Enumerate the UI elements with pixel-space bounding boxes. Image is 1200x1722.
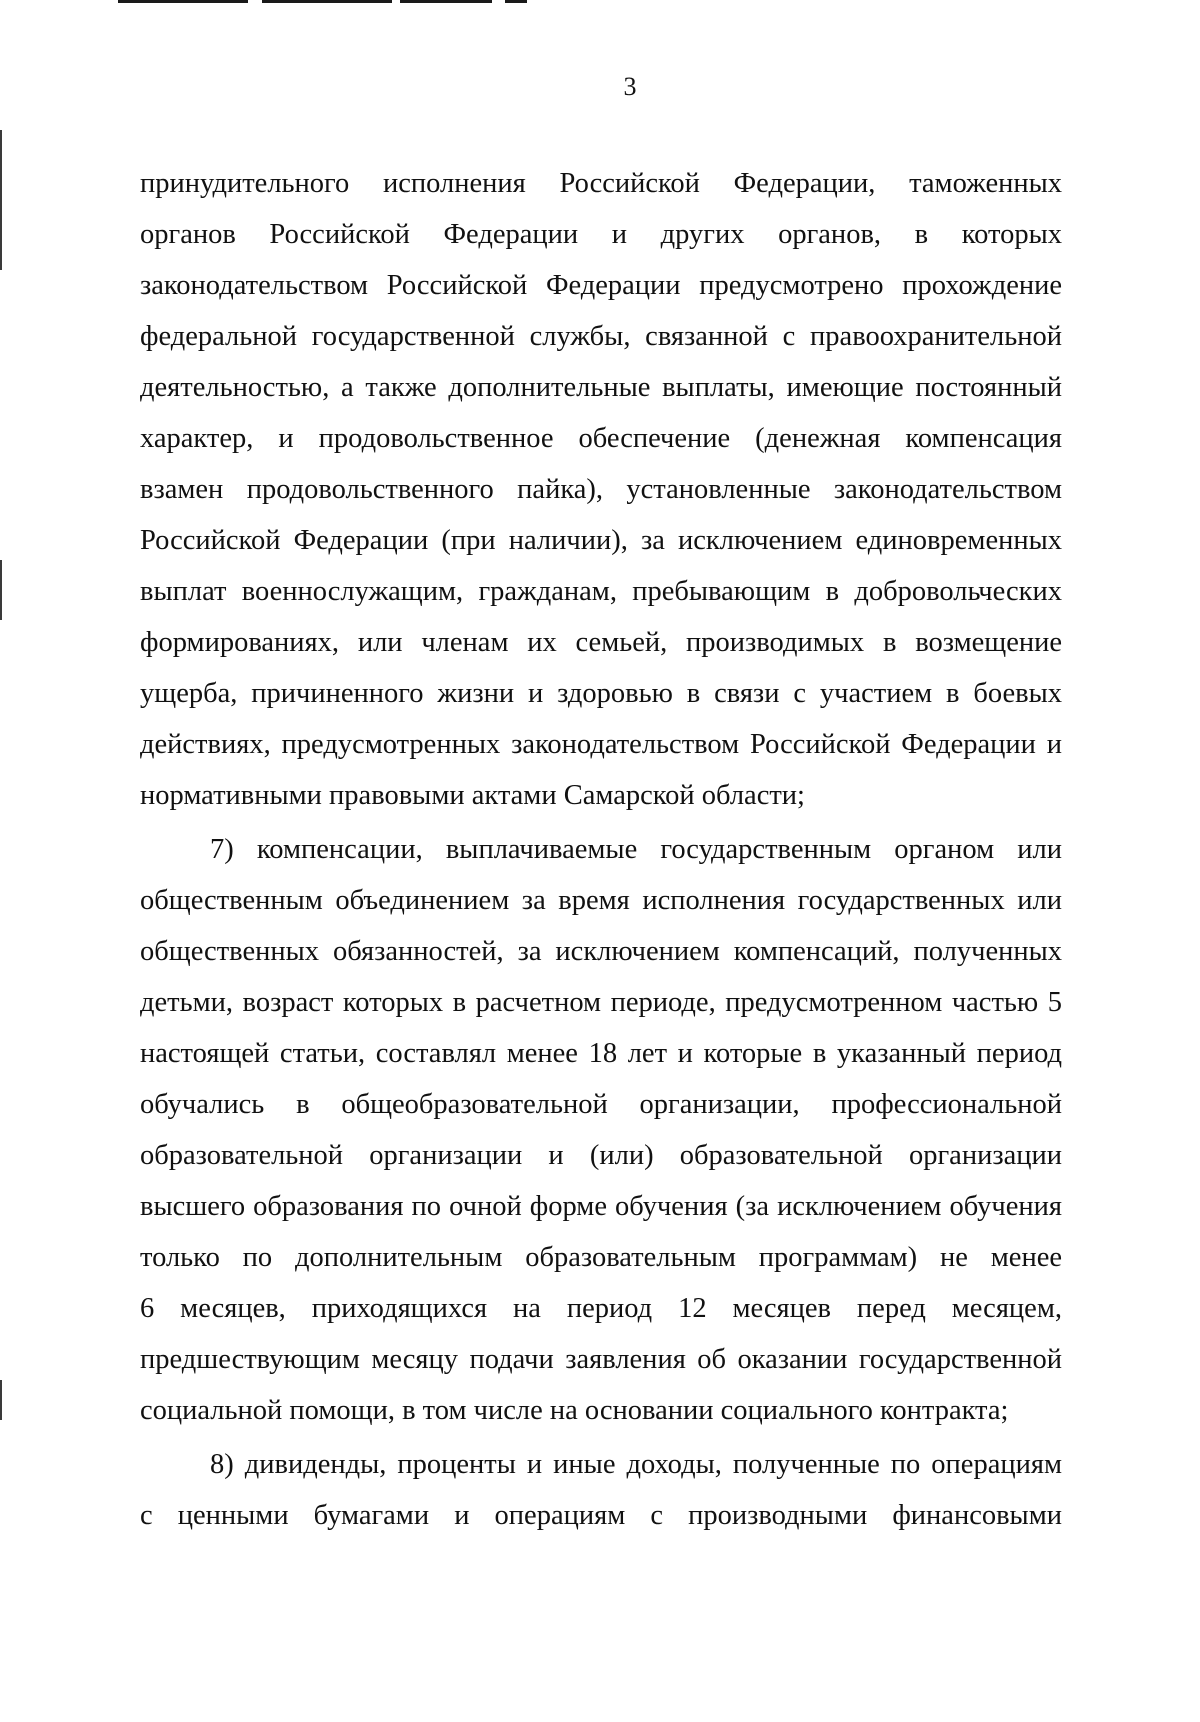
text-line: настоящей статьи, составлял менее 18 лет и которые в указанный период (140, 1038, 1062, 1069)
text-line: законодательством Российской Федерации предусмотрено прохождение (140, 270, 1062, 301)
text-line: 6 месяцев, приходящихся на период 12 месяцев перед месяцем, (140, 1293, 1062, 1324)
text-line: детьми, возраст которых в расчетном периоде, предусмотренном частью 5 (140, 987, 1062, 1018)
text-line: действиях, предусмотренных законодательством Российской Федерации и (140, 729, 1062, 760)
text-line: с ценными бумагами и операциям с производными финансовыми (140, 1500, 1062, 1531)
scan-artifact-left-edge-3 (0, 1380, 2, 1420)
document-body (140, 166, 1062, 1549)
text-line: принудительного исполнения Российской Федерации, таможенных (140, 168, 1062, 199)
scan-artifact-left-edge-1 (0, 130, 2, 270)
scan-artifact-top-line-4 (505, 0, 527, 3)
text-line: взамен продовольственного пайка), установленные законодательством (140, 474, 1062, 505)
scan-artifact-top-line-2 (262, 0, 392, 3)
text-line: выплат военнослужащим, гражданам, пребывающим в добровольческих (140, 576, 1062, 607)
text-line: 7) компенсации, выплачиваемые государственным органом или (210, 834, 1062, 865)
text-line: обучались в общеобразовательной организации, профессиональной (140, 1089, 1062, 1120)
text-line: предшествующим месяцу подачи заявления об оказании государственной (140, 1344, 1062, 1375)
text-line: общественных обязанностей, за исключением компенсаций, полученных (140, 936, 1062, 967)
text-line: характер, и продовольственное обеспечение (денежная компенсация (140, 423, 1062, 454)
paragraph (140, 166, 1062, 829)
text-line: органов Российской Федерации и других органов, в которых (140, 219, 1062, 250)
text-line: деятельностью, а также дополнительные выплаты, имеющие постоянный (140, 372, 1062, 403)
text-line: ущерба, причиненного жизни и здоровью в связи с участием в боевых (140, 678, 1062, 709)
scan-artifact-top-line-3 (400, 0, 492, 3)
text-line: Российской Федерации (при наличии), за исключением единовременных (140, 525, 1062, 556)
paragraph (140, 1447, 1062, 1549)
paragraph (140, 832, 1062, 1444)
scan-artifact-top-line-1 (118, 0, 248, 3)
text-line: 8) дивиденды, проценты и иные доходы, полученные по операциям (210, 1449, 1062, 1480)
text-line: только по дополнительным образовательным программам) не менее (140, 1242, 1062, 1273)
text-line: формированиях, или членам их семьей, производимых в возмещение (140, 627, 1062, 658)
text-line: нормативными правовыми актами Самарской области; (140, 780, 805, 811)
text-line: общественным объединением за время исполнения государственных или (140, 885, 1062, 916)
page-number: 3 (623, 72, 637, 101)
text-line: федеральной государственной службы, связанной с правоохранительной (140, 321, 1062, 352)
scan-artifact-left-edge-2 (0, 560, 2, 620)
text-line: высшего образования по очной форме обучения (за исключением обучения (140, 1191, 1062, 1222)
text-line: образовательной организации и (или) образовательной организации (140, 1140, 1062, 1171)
text-line: социальной помощи, в том числе на основании социального контракта; (140, 1395, 1009, 1426)
